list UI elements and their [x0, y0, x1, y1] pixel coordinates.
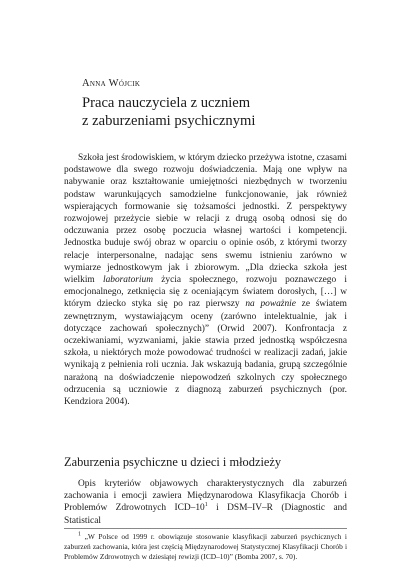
italic-term: na poważnie	[245, 299, 296, 310]
footnote-paragraph	[64, 532, 347, 561]
article-title	[82, 95, 352, 130]
paragraph-text: Opis kryteriów objawowych charakterystycznych dla zaburzeń zachowania i emocji zawiera Międzynarodowa Klasyfikacja Chorób i Problemów Zdrowotnych ICD–10	[64, 479, 347, 514]
footnote-divider	[64, 528, 347, 529]
paragraph-text: i DSM–IV–R (Diagnostic and Statistical	[64, 503, 347, 526]
article-title-line-2: z zaburzeniami psychicznymi	[82, 112, 256, 129]
body-paragraph	[64, 152, 347, 408]
paragraph-text: Szkoła jest środowiskiem, w którym dziecko przeżywa istotne, czasami podstawowe dla swego rozwoju doświadczenia. Mają one wpływ na nabywanie oraz kształtowanie umiejętności niezbędnych w tworzeniu podstaw warunkujących samodzielne funkcjonowanie, jak również wspierających formowanie się tożsamości jednostki. Z perspektywy rozwojowej przeżycie siebie w relacji z drugą osobą odnosi się do odczuwania przez osobę poczucia własnej wartości i kompetencji. Jednostka buduje swój obraz w oparciu o opinie osób, z którymi tworzy relacje interpersonalne, nadając sens swemu istnieniu zarówno w wymiarze jednostkowym jak i zbiorowym. „Dla dziecka szkoła jest wielkim	[64, 153, 347, 286]
paragraph-text: ze światem zewnętrznym, wystawiającym oceny (zarówno intelektualnie, jak i dotyczące zachowań społecznych)” (Orwid 2007). Konfrontacja z oczekiwaniami, wyzwaniami, jakie stawia przed jednostką współczesna szkoła, u niektórych może powodować trudności w realizacji zadań, jakie wynikają z pełnienia roli ucznia. Jak wskazują badania, grupą szczególnie narażoną na doświadczenie niepowodzeń szkolnych czy społecznego odrzucenia są uczniowie z diagnozą zaburzeń psychicznych (por. Kendziora 2004).	[64, 299, 347, 408]
article-title-line-1: Praca nauczyciela z uczniem	[82, 95, 251, 111]
body-paragraph	[64, 478, 347, 527]
footnote-reference: 1	[204, 502, 208, 509]
section-heading: Zaburzenia psychiczne u dzieci i młodzieży	[64, 455, 282, 469]
footnote	[64, 532, 347, 561]
author-name: Anna Wójcik	[82, 78, 141, 89]
italic-term: laboratorium	[102, 275, 153, 286]
footnote-text: „W Polsce od 1999 r. obowiązuje stosowanie klasyfikacji zaburzeń psychicznych i zaburzeń zachowania, która jest częścią Międzynarodowej Statystycznej Klasyfikacji Chorób i Problemów Zdrowotnych w dziesiątej rewizji (ICD–10)” (Bomba 2007, s. 70).	[64, 532, 347, 561]
paragraph-text: życia społecznego, rozwoju poznawczego i emocjonalnego, zetknięcia się z oceniającym światem dorosłych, […] w którym dziecko styka się po raz pierwszy	[64, 275, 347, 310]
intro-section	[64, 152, 347, 408]
section-body	[64, 478, 347, 527]
footnote-marker: 1	[78, 531, 81, 538]
